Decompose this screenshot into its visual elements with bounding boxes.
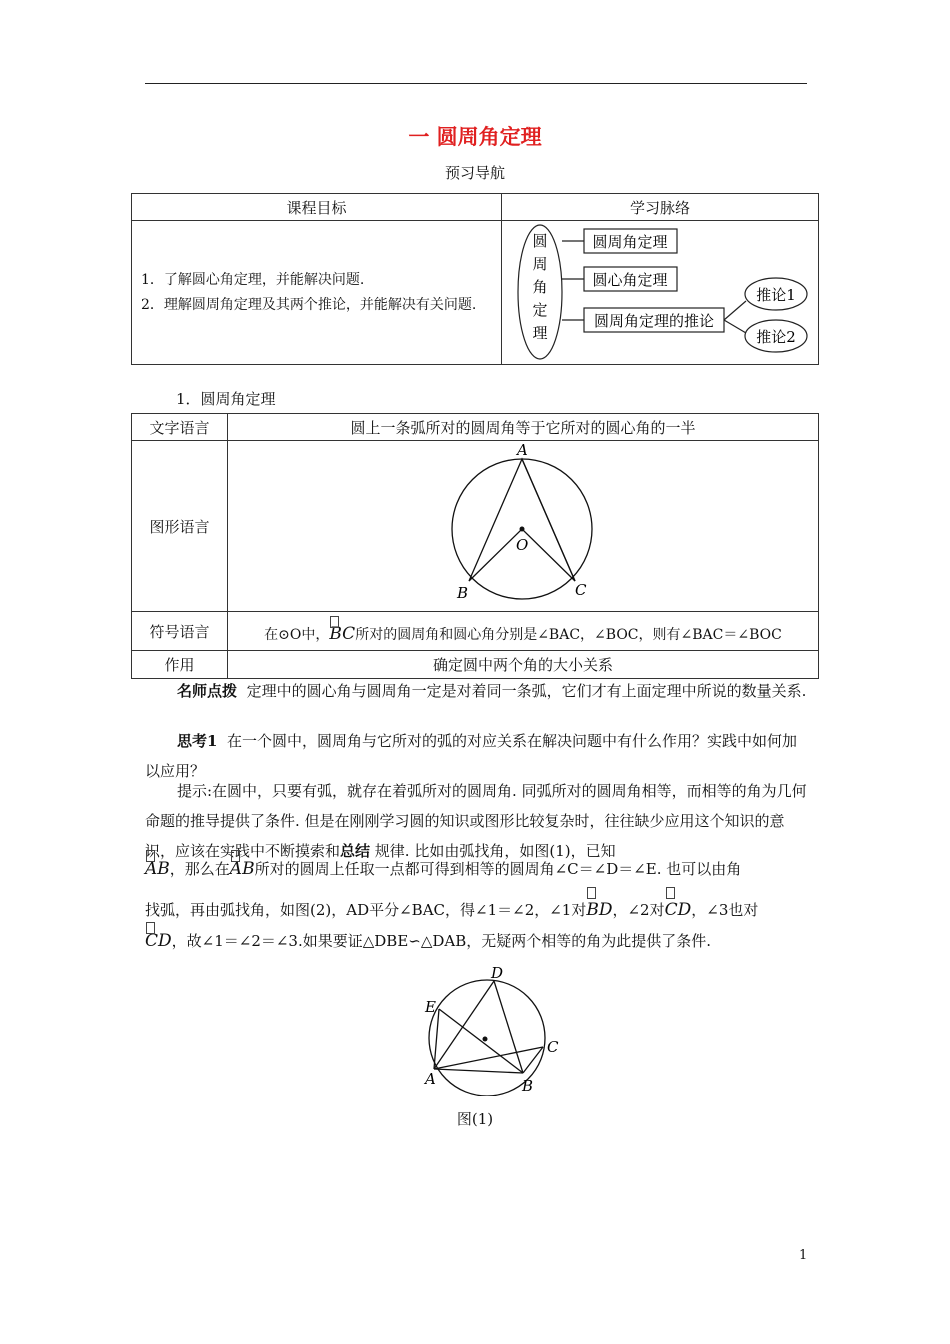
arc-bd: BD [586,895,612,925]
hint-line-5 [145,930,807,952]
fig1-label-d: D [491,966,504,982]
tip-text: 定理中的圆心角与圆周角一定是对着同一条弧，它们才有上面定理中所说的数量关系. [246,682,807,700]
hint-text-1: 提示:在圆中，只要有弧，就存在着弧所对的圆周角. 同弧所对的圆周角相等，而相等的角为几何命题的推导提供了条件. 但是在刚刚学习圆的知识或图形比较复杂时，往往缺少应用这个知识的意识，应该在实践中不断摸索和 [145,782,807,860]
point-label-o: O [516,536,529,554]
goal-2: 2．理解圆周角定理及其两个推论，并能解决有关问题. [141,296,477,313]
row-figure-language [228,441,819,612]
page-subtitle: 预习导航 [444,164,505,182]
arc-ab: AB [229,859,255,879]
theorem-figure [228,441,818,611]
root-char: 角 [532,278,548,296]
row-function: 确定圆中两个角的大小关系 [228,651,819,679]
hint-line5: ，故∠1＝∠2＝∠3.如果要证△DBE∽△DAB，无疑两个相等的角为此提供了条件. [171,932,712,950]
col-header-goals: 课程目标 [132,194,502,221]
row-label-text-language: 文字语言 [132,414,228,441]
course-goals [132,221,502,365]
hint-line-3 [145,858,807,880]
goal-1: 1．了解圆心角定理，并能解决问题. [141,271,365,288]
root-char: 定 [532,301,548,319]
corollary-label-2: 推论2 [756,328,796,346]
point-label-a: A [517,441,528,459]
figure-1-caption: 图(1) [456,1110,494,1128]
theorem-table [131,413,819,679]
section-heading: 1．圆周角定理 [176,390,276,408]
hint-line3-a: ，那么在 [169,860,230,878]
tip-label: 名师点拨 [177,682,238,700]
hint-line4-c: ，∠3也对 [691,901,759,919]
row-text-language: 圆上一条弧所对的圆周角等于它所对的圆心角的一半 [228,414,819,441]
header-rule [145,83,807,84]
symbol-text-post: 所对的圆周角和圆心角分别是∠BAC，∠BOC，则有∠BAC＝∠BOC [355,627,782,643]
tip-paragraph [145,676,807,706]
preview-nav-table [131,193,819,365]
arc-cd: CD [145,931,172,951]
branch-label-1: 圆周角定理 [592,233,668,251]
symbol-text-pre: 在⊙O中， [264,627,330,643]
fig1-label-a: A [425,1070,436,1088]
hint-line4-b: ，∠2对 [612,901,665,919]
fig1-label-e: E [425,998,436,1016]
hint-line-4 [145,895,807,925]
branch-label-3: 圆周角定理的推论 [593,312,715,330]
think-question-text: 在一个圆中，圆周角与它所对的弧的对应关系在解决问题中有什么作用？实践中如何加以应用？ [145,732,797,780]
mind-map [502,221,818,364]
root-char: 周 [532,255,548,273]
figure-1 [413,966,573,1096]
point-label-c: C [575,581,587,599]
point-label-b: B [457,584,469,602]
mind-map-cell [502,221,819,365]
page-title: 一 圆周角定理 [408,124,542,149]
think-label: 思考1 [177,732,218,750]
row-symbol-language [228,612,819,651]
branch-label-2: 圆心角定理 [592,271,668,289]
hint-line3-b: 所对的圆周上任取一点都可得到相等的圆周角∠C＝∠D＝∠E. 也可以由角 [254,860,742,878]
fig1-label-b: B [522,1077,534,1095]
hint-bold: 总结 [340,842,371,860]
fig1-label-c: C [547,1038,559,1056]
root-char: 圆 [532,232,548,250]
hint-line4-a: 找弧，再由弧找角，如图(2)，AD平分∠BAC，得∠1＝∠2，∠1对 [145,901,587,919]
arc-cd: CD [665,895,692,925]
col-header-outline: 学习脉络 [502,194,819,221]
row-label-symbol-language: 符号语言 [132,612,228,651]
hint-text-2: 规律. 比如由弧找角，如图(1)，已知 [370,842,616,860]
row-label-figure-language: 图形语言 [132,441,228,612]
arc-bc: BC [329,624,356,644]
row-label-function: 作用 [132,651,228,679]
corollary-label-1: 推论1 [756,286,796,304]
arc-ab: AB [145,859,170,879]
think-hint [145,776,807,866]
page-number: 1 [799,1248,808,1263]
root-char: 理 [532,324,548,342]
